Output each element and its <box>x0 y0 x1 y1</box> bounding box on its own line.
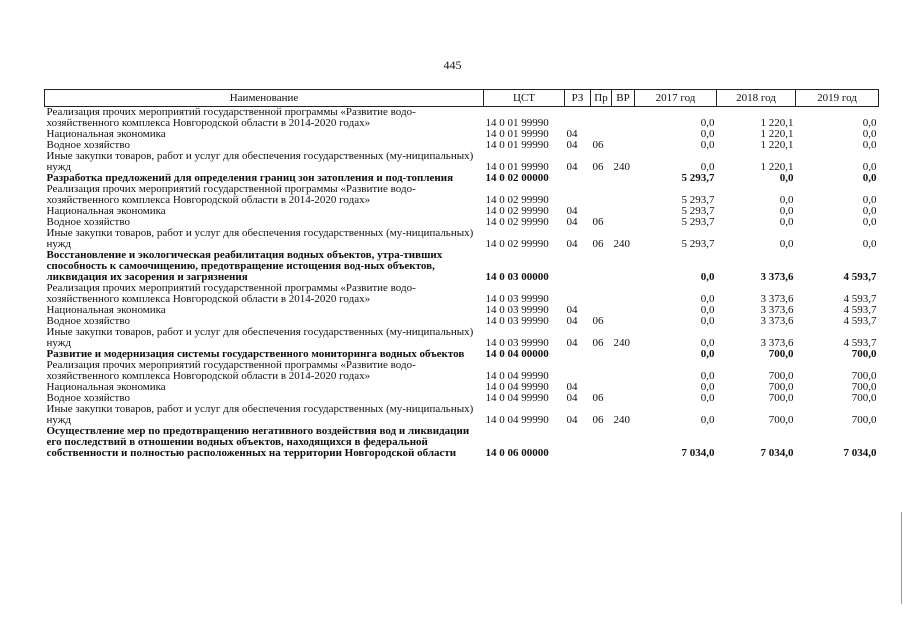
table-row <box>45 206 879 217</box>
cell-vr: 240 <box>613 161 630 173</box>
cell-pr <box>591 283 612 305</box>
cell-2019: 700,0 <box>851 381 877 393</box>
cell-name: Реализация прочих мероприятий государственной программы «Развитие водо-хозяйственного комплекса Новгородской области в 2014-2020 годах» <box>46 183 416 206</box>
header-rz: РЗ <box>565 90 591 107</box>
cell-2018: 700,0 <box>768 414 794 426</box>
cell-cst: 14 0 02 99990 <box>485 194 549 206</box>
table-row <box>45 382 879 393</box>
cell-pr <box>591 184 612 206</box>
cell-vr <box>612 184 635 206</box>
cell-name: Водное хозяйство <box>46 139 130 151</box>
cell-pr <box>591 360 612 382</box>
cell-2017: 0,0 <box>700 293 715 305</box>
cell-pr <box>591 107 612 130</box>
cell-pr: 06 <box>592 315 604 327</box>
cell-pr: 06 <box>592 337 604 349</box>
cell-2017: 5 293,7 <box>681 194 715 206</box>
cell-pr <box>591 173 612 184</box>
cell-2017: 5 293,7 <box>681 172 715 184</box>
cell-pr <box>591 426 612 459</box>
cell-vr <box>612 349 635 360</box>
cell-2018: 7 034,0 <box>760 447 794 459</box>
header-pr: Пр <box>591 90 612 107</box>
page-number: 445 <box>443 58 462 72</box>
header-2019: 2019 год <box>796 90 879 107</box>
cell-2019: 4 593,7 <box>843 337 877 349</box>
cell-vr <box>612 129 635 140</box>
cell-pr: 06 <box>592 414 604 426</box>
cell-name: Осуществление мер по предотвращению негативного воздействия вод и ликвидации его последствий в отношении водных объектов, находящихся в федеральной собственности и полностью расположенных на территории Новгородской области <box>46 425 470 459</box>
cell-cst: 14 0 01 99990 <box>485 117 549 129</box>
cell-2018: 1 220,1 <box>760 139 794 151</box>
table-row <box>45 151 879 173</box>
cell-2018: 0,0 <box>779 238 794 250</box>
cell-2017: 0,0 <box>700 381 715 393</box>
table-header <box>45 90 879 107</box>
cell-2018: 3 373,6 <box>760 315 794 327</box>
budget-table <box>44 89 879 459</box>
cell-rz <box>565 426 591 459</box>
cell-2018: 1 220,1 <box>760 117 794 129</box>
cell-2017: 0,0 <box>700 139 715 151</box>
cell-2017: 0,0 <box>700 161 715 173</box>
cell-2017: 0,0 <box>700 337 715 349</box>
cell-2017: 0,0 <box>700 370 715 382</box>
cell-name: Национальная экономика <box>46 205 166 217</box>
cell-2018: 700,0 <box>768 392 794 404</box>
cell-2018: 700,0 <box>768 381 794 393</box>
cell-2019: 4 593,7 <box>843 315 877 327</box>
cell-rz <box>565 360 591 382</box>
cell-2017: 0,0 <box>700 348 715 360</box>
cell-2017: 0,0 <box>700 392 715 404</box>
table-row <box>45 327 879 349</box>
table-row <box>45 184 879 206</box>
cell-rz <box>565 250 591 283</box>
table-row <box>45 228 879 250</box>
cell-2017: 7 034,0 <box>681 447 715 459</box>
header-2017: 2017 год <box>635 90 717 107</box>
table-row <box>45 283 879 305</box>
cell-pr: 06 <box>592 392 604 404</box>
cell-cst: 14 0 03 00000 <box>485 271 549 283</box>
cell-2018: 3 373,6 <box>760 337 794 349</box>
cell-rz: 04 <box>566 161 578 173</box>
cell-cst: 14 0 01 99990 <box>485 128 549 140</box>
cell-2018: 1 220,1 <box>760 128 794 140</box>
cell-2019: 0,0 <box>862 216 877 228</box>
cell-rz: 04 <box>566 414 578 426</box>
cell-name: Водное хозяйство <box>46 315 130 327</box>
cell-vr <box>612 250 635 283</box>
cell-rz: 04 <box>566 139 578 151</box>
cell-vr <box>612 360 635 382</box>
cell-pr: 06 <box>592 139 604 151</box>
cell-pr <box>591 250 612 283</box>
cell-vr <box>612 173 635 184</box>
cell-2019: 4 593,7 <box>843 271 877 283</box>
cell-2017: 0,0 <box>700 304 715 316</box>
cell-name: Водное хозяйство <box>46 216 130 228</box>
cell-rz <box>565 283 591 305</box>
cell-2019: 0,0 <box>862 238 877 250</box>
cell-2017: 5 293,7 <box>681 205 715 217</box>
cell-rz <box>565 107 591 130</box>
cell-cst: 14 0 04 99990 <box>485 370 549 382</box>
cell-2019: 0,0 <box>862 139 877 151</box>
header-2018: 2018 год <box>717 90 796 107</box>
cell-cst: 14 0 04 99990 <box>485 392 549 404</box>
cell-cst: 14 0 04 99990 <box>485 414 549 426</box>
cell-pr: 06 <box>592 238 604 250</box>
cell-2018: 700,0 <box>768 370 794 382</box>
cell-2019: 0,0 <box>862 194 877 206</box>
cell-vr: 240 <box>613 414 630 426</box>
table-row <box>45 107 879 130</box>
cell-2018: 0,0 <box>779 172 794 184</box>
cell-rz: 04 <box>566 392 578 404</box>
cell-name: Разработка предложений для определения границ зон затопления и под-топления <box>46 172 454 184</box>
cell-2019: 700,0 <box>851 370 877 382</box>
cell-name: Восстановление и экологическая реабилитация водных объектов, утра-тивших способность к самоочищению, предотвращение истощения вод-ных объектов, ликвидация их засорения и загрязнения <box>46 249 443 283</box>
cell-2019: 0,0 <box>862 172 877 184</box>
cell-rz <box>565 349 591 360</box>
cell-rz: 04 <box>566 128 578 140</box>
cell-vr <box>612 393 635 404</box>
table-row <box>45 129 879 140</box>
cell-cst: 14 0 03 99990 <box>485 293 549 305</box>
cell-pr: 06 <box>592 216 604 228</box>
cell-cst: 14 0 02 99990 <box>485 216 549 228</box>
cell-2018: 0,0 <box>779 216 794 228</box>
cell-pr <box>591 349 612 360</box>
cell-cst: 14 0 02 99990 <box>485 205 549 217</box>
cell-name: Национальная экономика <box>46 128 166 140</box>
cell-name: Иные закупки товаров, работ и услуг для обеспечения государственных (му-ниципальных) нужд <box>46 403 474 426</box>
cell-vr <box>612 140 635 151</box>
cell-vr <box>612 316 635 327</box>
cell-cst: 14 0 03 99990 <box>485 337 549 349</box>
cell-rz: 04 <box>566 216 578 228</box>
cell-name: Иные закупки товаров, работ и услуг для обеспечения государственных (му-ниципальных) нужд <box>46 326 474 349</box>
cell-rz: 04 <box>566 337 578 349</box>
cell-2019: 0,0 <box>862 205 877 217</box>
cell-vr <box>612 283 635 305</box>
cell-vr <box>612 206 635 217</box>
table-body <box>45 107 879 460</box>
cell-rz <box>565 184 591 206</box>
scan-edge-line <box>901 512 902 604</box>
cell-name: Водное хозяйство <box>46 392 130 404</box>
cell-vr <box>612 107 635 130</box>
cell-2018: 3 373,6 <box>760 293 794 305</box>
cell-rz: 04 <box>566 238 578 250</box>
table-row <box>45 305 879 316</box>
cell-cst: 14 0 04 99990 <box>485 381 549 393</box>
cell-2018: 1 220,1 <box>760 161 794 173</box>
table-row <box>45 250 879 283</box>
cell-2017: 0,0 <box>700 315 715 327</box>
cell-name: Реализация прочих мероприятий государственной программы «Развитие водо-хозяйственного комплекса Новгородской области в 2014-2020 годах» <box>46 359 416 382</box>
cell-2017: 0,0 <box>700 117 715 129</box>
cell-vr <box>612 382 635 393</box>
cell-vr <box>612 305 635 316</box>
cell-2017: 0,0 <box>700 271 715 283</box>
header-vr: ВР <box>612 90 635 107</box>
table-row <box>45 426 879 459</box>
cell-2018: 0,0 <box>779 205 794 217</box>
cell-cst: 14 0 06 00000 <box>485 447 549 459</box>
header-cst: ЦСТ <box>484 90 565 107</box>
cell-2019: 4 593,7 <box>843 304 877 316</box>
header-name: Наименование <box>45 90 484 107</box>
cell-vr <box>612 217 635 228</box>
cell-name: Иные закупки товаров, работ и услуг для обеспечения государственных (му-ниципальных) нужд <box>46 150 474 173</box>
cell-rz: 04 <box>566 205 578 217</box>
cell-vr <box>612 426 635 459</box>
cell-cst: 14 0 04 00000 <box>485 348 549 360</box>
cell-name: Национальная экономика <box>46 381 166 393</box>
cell-2019: 700,0 <box>851 392 877 404</box>
cell-2017: 5 293,7 <box>681 238 715 250</box>
cell-name: Иные закупки товаров, работ и услуг для обеспечения государственных (му-ниципальных) нужд <box>46 227 474 250</box>
table-row <box>45 360 879 382</box>
cell-2019: 700,0 <box>851 348 877 360</box>
cell-name: Реализация прочих мероприятий государственной программы «Развитие водо-хозяйственного комплекса Новгородской области в 2014-2020 годах» <box>46 106 416 129</box>
cell-2019: 0,0 <box>862 117 877 129</box>
cell-2018: 3 373,6 <box>760 304 794 316</box>
cell-cst: 14 0 01 99990 <box>485 139 549 151</box>
cell-cst: 14 0 02 00000 <box>485 172 549 184</box>
cell-2018: 700,0 <box>768 348 794 360</box>
cell-cst: 14 0 03 99990 <box>485 315 549 327</box>
cell-cst: 14 0 02 99990 <box>485 238 549 250</box>
cell-vr: 240 <box>613 337 630 349</box>
cell-rz: 04 <box>566 304 578 316</box>
cell-pr: 06 <box>592 161 604 173</box>
cell-2017: 5 293,7 <box>681 216 715 228</box>
cell-rz: 04 <box>566 315 578 327</box>
cell-rz <box>565 173 591 184</box>
cell-2019: 0,0 <box>862 128 877 140</box>
cell-2019: 0,0 <box>862 161 877 173</box>
cell-name: Развитие и модернизация системы государственного мониторинга водных объектов <box>46 348 465 360</box>
cell-2019: 7 034,0 <box>843 447 877 459</box>
cell-name: Национальная экономика <box>46 304 166 316</box>
table-row <box>45 404 879 426</box>
cell-2019: 700,0 <box>851 414 877 426</box>
cell-2017: 0,0 <box>700 414 715 426</box>
cell-2018: 3 373,6 <box>760 271 794 283</box>
cell-cst: 14 0 01 99990 <box>485 161 549 173</box>
cell-cst: 14 0 03 99990 <box>485 304 549 316</box>
cell-2019: 4 593,7 <box>843 293 877 305</box>
cell-vr: 240 <box>613 238 630 250</box>
cell-2017: 0,0 <box>700 128 715 140</box>
cell-2018: 0,0 <box>779 194 794 206</box>
cell-name: Реализация прочих мероприятий государственной программы «Развитие водо-хозяйственного комплекса Новгородской области в 2014-2020 годах» <box>46 282 416 305</box>
cell-rz: 04 <box>566 381 578 393</box>
